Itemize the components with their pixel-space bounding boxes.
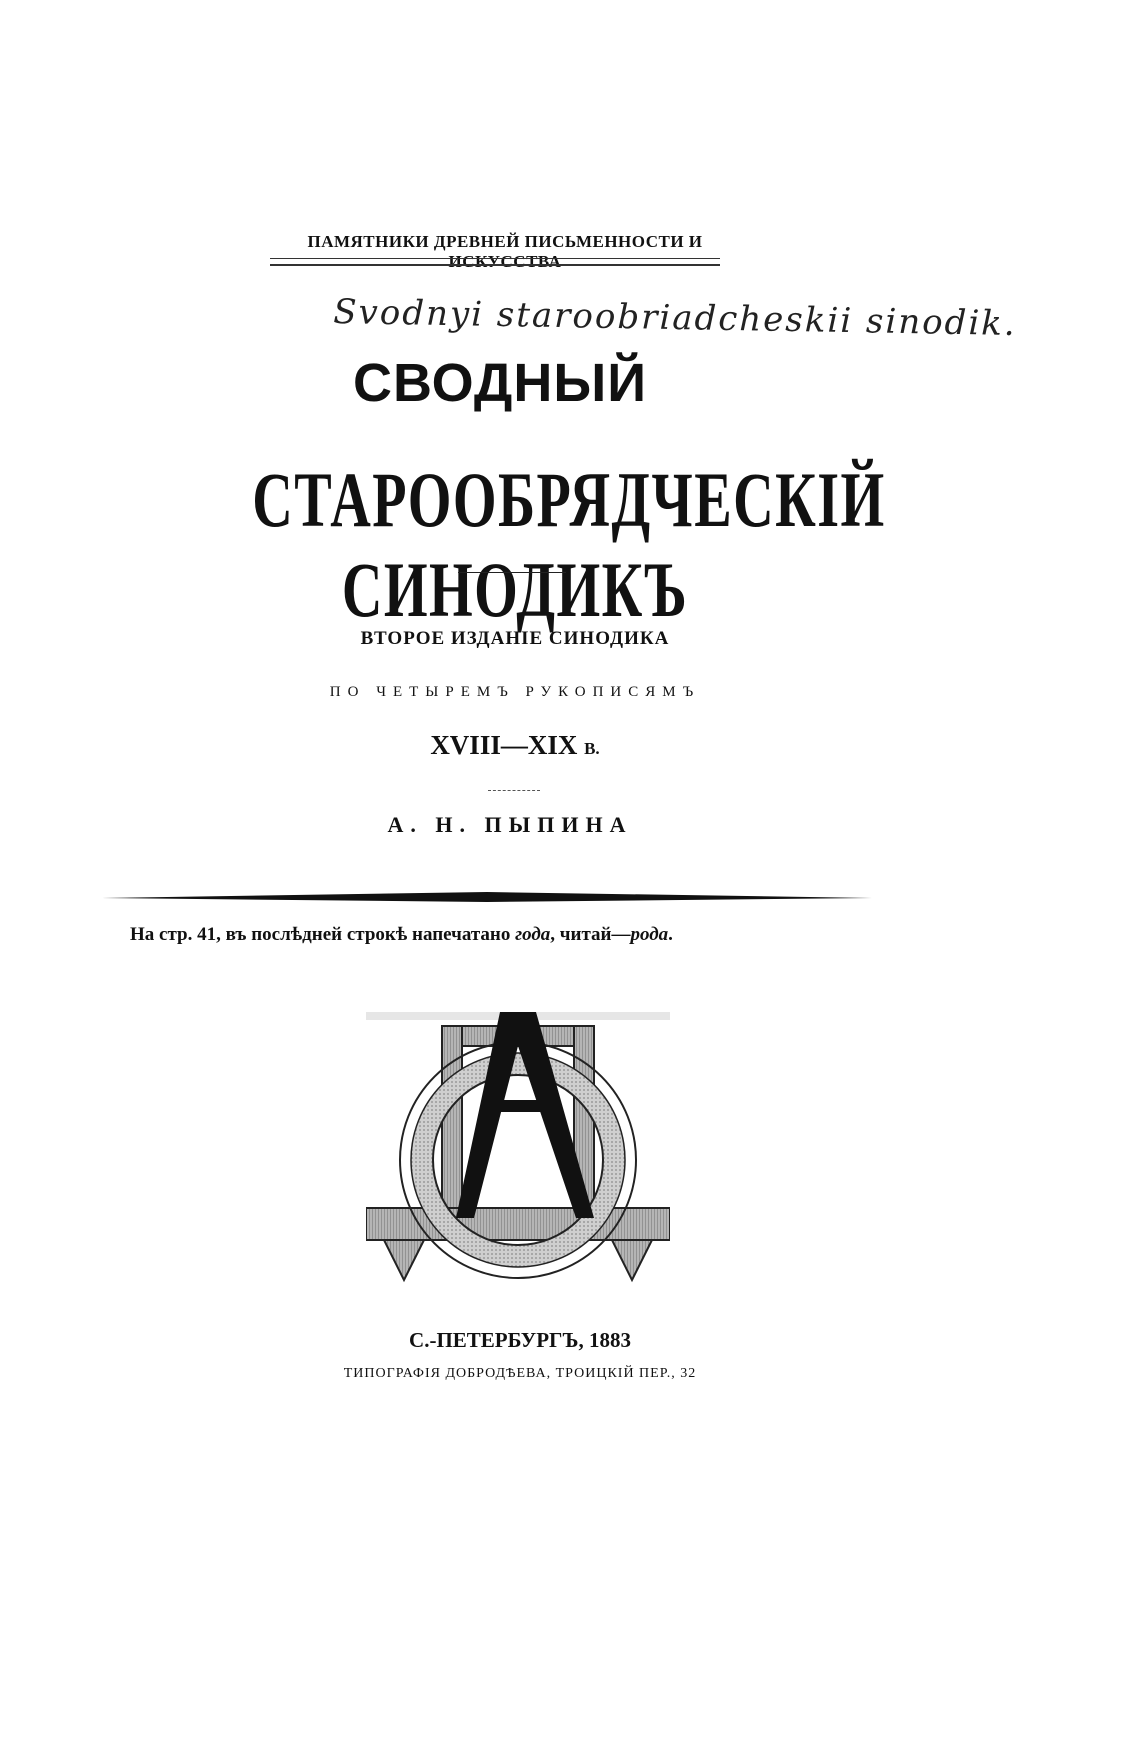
errata-wrong-word: года xyxy=(515,924,551,945)
errata-note xyxy=(130,924,950,946)
subtitle: ВТОРОЕ ИЗДАНІЕ СИНОДИКА xyxy=(360,628,670,649)
title-line-2: СТАРООБРЯДЧЕСКІЙ СИНОДИКЪ xyxy=(252,456,886,633)
errata-prefix: На стр. 41, въ послѣдней строкѣ напечатано xyxy=(130,924,516,945)
century-line xyxy=(390,730,640,761)
title-line-1: СВОДНЫЙ xyxy=(352,353,648,413)
printer-emblem xyxy=(366,1012,670,1284)
dash-ornament xyxy=(488,790,540,791)
handwritten-note: Svodnyi staroobriadcheskii sinodik. xyxy=(332,292,1018,344)
imprint-printer: ТИПОГРАФІЯ ДОБРОДѢЕВА, ТРОИЦКІЙ ПЕР., 32 xyxy=(343,1366,697,1381)
errata-correct-word: рода xyxy=(630,924,669,945)
author: А. Н. ПЫПИНА xyxy=(387,812,633,837)
errata-middle: , читай— xyxy=(550,924,631,945)
short-rule xyxy=(458,572,566,573)
manuscripts-line: ПО ЧЕТЫРЕМЪ РУКОПИСЯМЪ xyxy=(329,684,701,700)
thick-tapered-rule xyxy=(102,892,872,902)
series-title: ПАМЯТНИКИ ДРЕВНЕЙ ПИСЬМЕННОСТИ И ИСКУССТВА xyxy=(307,232,703,271)
errata-suffix: . xyxy=(668,924,673,945)
century-numerals: XVIII—XIX xyxy=(430,730,578,760)
imprint-city: С.-ПЕТЕРБУРГЪ, 1883 xyxy=(409,1328,631,1352)
century-suffix: В. xyxy=(584,739,600,758)
series-rule xyxy=(270,258,720,266)
